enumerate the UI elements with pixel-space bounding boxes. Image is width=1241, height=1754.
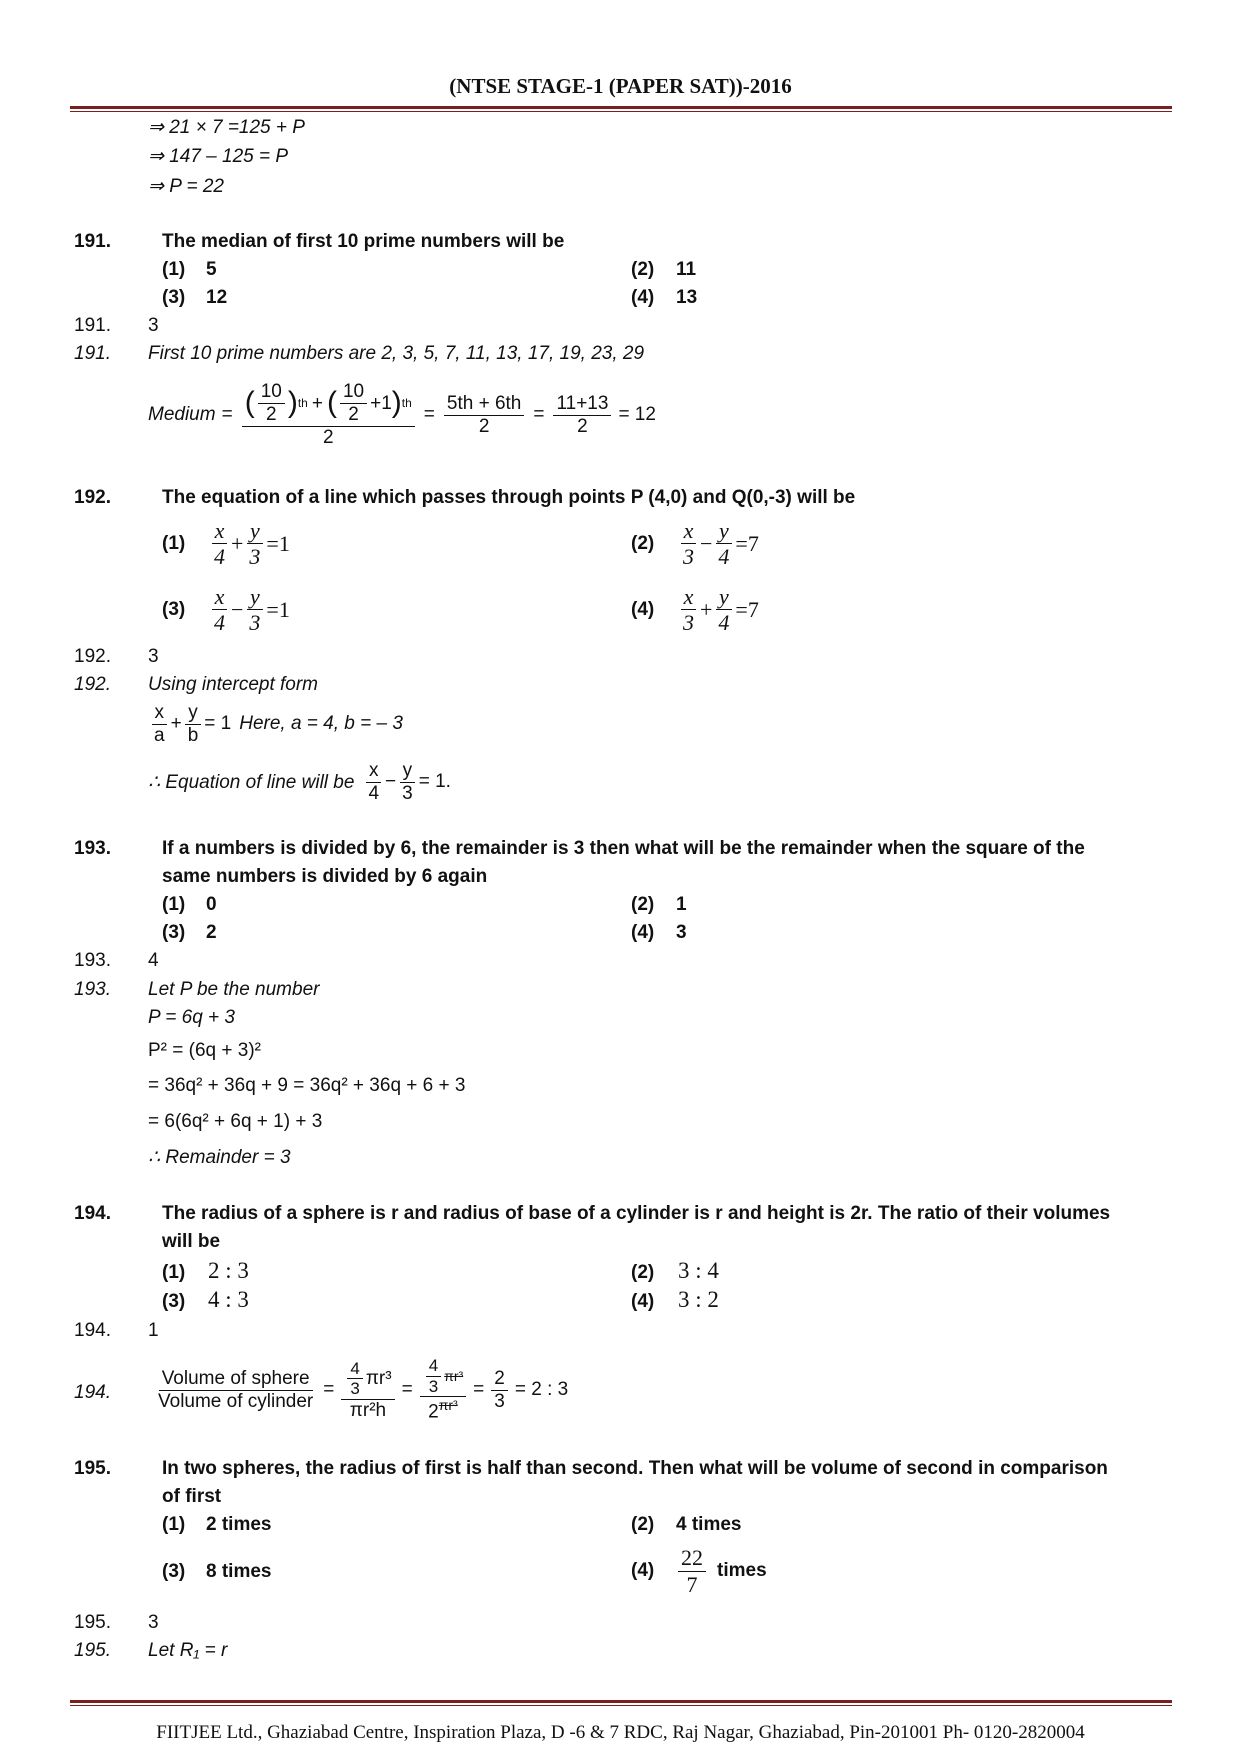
frac-four: 4 (426, 1356, 441, 1377)
solution-text: Here, a = 4, b = – 3 (239, 713, 403, 735)
answer-number: 192. (74, 646, 111, 667)
solution-math: = 6(6q² + 6q + 1) + 3 (148, 1111, 323, 1132)
answer-value: 3 (148, 315, 159, 336)
option-value: 5 (206, 259, 217, 280)
answer-number: 194. (74, 1320, 111, 1341)
opt-frac-num: x (681, 584, 697, 610)
option-label: (4) (631, 1560, 655, 1581)
footer-rule (70, 1700, 1172, 1703)
option-rhs: =1 (266, 530, 290, 556)
main-den: 2 (322, 426, 334, 448)
footer-address: FIITJEE Ltd., Ghaziabad Centre, Inspiration Plaza, D -6 & 7 RDC, Raj Nagar, Ghaziabad, Pin-201001 Ph- 0120-2820004 (156, 1722, 1085, 1743)
opt-frac-num: x (212, 584, 228, 610)
frac2-num: 5th + 6th (444, 393, 524, 416)
median-formula: Medium = ( $\frac{10}{2}$ ) th + ( $\frac{10}{2}$ +1 ) th 2 = $\frac{5th + 6th}{2}$ = $\frac{11+13}{2}$ = 12 (148, 381, 656, 448)
opt-frac-den: 4 (718, 544, 730, 570)
solution-number: 194. (74, 1382, 111, 1403)
operator: + (231, 530, 244, 556)
footer-rule-thin (70, 1705, 1172, 1706)
option-label: (4) (631, 922, 655, 943)
solution-math: P² = (6q + 3)² (148, 1040, 261, 1061)
option-value: 3 : 2 (678, 1287, 719, 1312)
frac-three: 3 (428, 1376, 439, 1396)
operator: + (700, 596, 713, 622)
solution-text: Let P be the number (148, 979, 320, 1000)
answer-number: 195. (74, 1612, 111, 1633)
opt-frac-num: x (212, 518, 228, 544)
option-label: (2) (631, 1514, 655, 1535)
pi-r2-h: πr²h (349, 1399, 387, 1421)
median-result: = 12 (618, 404, 656, 425)
option-label: (2) (631, 894, 655, 915)
answer-value: 3 (148, 646, 159, 667)
volume-cylinder-label: Volume of cylinder (158, 1390, 314, 1412)
option-value: 2 (206, 922, 217, 943)
option-value: 1 (676, 894, 687, 915)
option-rhs: =7 (735, 530, 759, 556)
answer-number: 193. (74, 950, 111, 971)
solution-math: = 36q² + 36q + 9 = 36q² + 36q + 6 + 3 (148, 1075, 466, 1096)
option-value: 4 : 3 (208, 1287, 249, 1312)
cancelled-term: πr³ (444, 1368, 464, 1385)
option-label: (1) (162, 1262, 186, 1283)
frac-three: 3 (350, 1379, 360, 1399)
opt-frac-den: 4 (718, 610, 730, 636)
volume-ratio-formula: $\frac{\text{Volume of sphere}}{\text{Volume of cylinder}}$ = $\frac{4}{3}$ πr³ πr²h = $\frac{4}{3}$ πr³ $2^{\pi r^3}$ = $\frac{2}{3}$ = 2 : 3 (152, 1345, 568, 1435)
intercept-form-equation: $\frac{x}{a}$ + $\frac{y}{b}$ = 1 Here, a = 4, b = – 3 (148, 702, 403, 747)
solution-text: First 10 prime numbers are 2, 3, 5, 7, 11, 13, 17, 19, 23, 29 (148, 343, 645, 364)
term2-den: 2 (348, 404, 359, 426)
frac2-den: 2 (478, 415, 490, 437)
pi-r-cubed: πr³ (365, 1367, 392, 1389)
operator: − (231, 596, 244, 622)
option-label: (1) (162, 532, 186, 554)
frac-two: 2 (491, 1368, 508, 1391)
prev-solution-line: ⇒ P = 22 (148, 176, 224, 197)
final-equation: ∴ Equation of line will be $\frac{x}{4}$ − $\frac{y}{3}$ = 1. (148, 760, 451, 804)
operator: − (700, 530, 713, 556)
option-row (162, 584, 290, 636)
header-rule (70, 106, 1172, 109)
two-coefficient: 2 (428, 1401, 439, 1423)
median-fraction-3 (553, 393, 611, 438)
option-label: (3) (162, 287, 186, 308)
opt-frac-num: 22 (678, 1545, 706, 1571)
option-rhs: =1 (266, 596, 290, 622)
question-number: 192. (74, 487, 111, 508)
term1-num: 10 (258, 381, 285, 404)
question-number: 191. (74, 231, 111, 252)
opt-frac-den: 4 (214, 610, 225, 636)
answer-value: 4 (148, 950, 159, 971)
answer-number: 191. (74, 315, 111, 336)
opt-frac-den: 3 (249, 544, 261, 570)
solution-text: ∴ Equation of line will be (148, 771, 355, 793)
option-label: (2) (631, 532, 655, 554)
opt-frac-den: 3 (683, 544, 694, 570)
ratio-result: = 2 : 3 (514, 1379, 569, 1400)
opt-frac-num: y (716, 584, 732, 610)
question-text: will be (162, 1231, 221, 1252)
opt-frac-den: 3 (249, 610, 261, 636)
median-fraction-2 (444, 393, 524, 438)
question-text: same numbers is divided by 6 again (162, 866, 488, 887)
option-label: (3) (162, 1561, 186, 1582)
option-label: (3) (162, 922, 186, 943)
option-label: (4) (631, 1291, 655, 1312)
question-text: The equation of a line which passes through points P (4,0) and Q(0,-3) will be (162, 487, 856, 508)
option-label: (3) (162, 1291, 186, 1312)
opt-frac-num: y (716, 518, 732, 544)
option-value: 11 (676, 259, 697, 280)
option-value: 2 times (206, 1514, 272, 1535)
answer-value: 1 (148, 1320, 159, 1341)
volume-sphere-label: Volume of sphere (159, 1368, 313, 1391)
frac-three: 3 (494, 1390, 505, 1412)
solution-number: 193. (74, 979, 111, 1000)
opt-frac-num: y (247, 518, 263, 544)
opt-frac-num: x (681, 518, 697, 544)
question-text: The median of first 10 prime numbers will be (162, 231, 565, 252)
opt-frac-num: y (247, 584, 263, 610)
solution-text: Let R₁ = r (148, 1640, 228, 1661)
option-row (631, 1538, 767, 1604)
option-label: (1) (162, 259, 186, 280)
option-label: (2) (631, 259, 655, 280)
frac-four: 4 (347, 1359, 362, 1380)
question-text: The radius of a sphere is r and radius of base of a cylinder is r and height is 2r. The ratio of their volumes (162, 1203, 1111, 1224)
term1-den: 2 (265, 404, 277, 426)
option-label: (4) (631, 598, 655, 620)
solution-text: P = 6q + 3 (148, 1007, 235, 1028)
opt-frac-den: 4 (214, 544, 225, 570)
option-row (631, 518, 759, 570)
frac3-num: 11+13 (553, 393, 611, 416)
plus-one: +1 (370, 392, 392, 414)
prev-solution-line: ⇒ 21 × 7 =125 + P (148, 117, 305, 138)
option-value: 13 (676, 287, 698, 308)
option-value: 4 times (676, 1514, 742, 1535)
option-value: 2 : 3 (208, 1258, 249, 1283)
option-value: 8 times (206, 1561, 272, 1582)
question-text: of first (162, 1486, 222, 1507)
median-fraction-main: ( $\frac{10}{2}$ ) th + ( $\frac{10}{2}$ +1 ) th 2 (242, 381, 415, 449)
term2-num: 10 (340, 381, 367, 404)
option-label: (3) (162, 598, 186, 620)
question-number: 194. (74, 1203, 111, 1224)
option-label: (1) (162, 1514, 186, 1535)
solution-text: ∴ Remainder = 3 (148, 1147, 291, 1168)
frac3-den: 2 (577, 415, 588, 437)
question-text: In two spheres, the radius of first is half than second. Then what will be volume of second in comparison (162, 1458, 1108, 1479)
superscript-th: th (297, 395, 308, 410)
superscript-th: th (401, 395, 412, 410)
equation-rhs: = 1 (204, 713, 232, 735)
median-label: Medium (148, 404, 216, 425)
cancelled-term: πr³ (438, 1397, 458, 1414)
option-row (631, 584, 759, 636)
question-number: 195. (74, 1458, 111, 1479)
option-rhs: =7 (735, 596, 759, 622)
option-value: 3 : 4 (678, 1258, 719, 1283)
solution-number: 192. (74, 674, 111, 695)
page-header-title: (NTSE STAGE-1 (PAPER SAT))-2016 (449, 74, 792, 98)
opt-frac-den: 3 (683, 610, 694, 636)
option-label: (1) (162, 894, 186, 915)
solution-number: 191. (74, 343, 111, 364)
solution-number: 195. (74, 1640, 111, 1661)
option-value: 0 (206, 894, 217, 915)
question-text: If a numbers is divided by 6, the remainder is 3 then what will be the remainder when the square of the (162, 838, 1085, 859)
option-label: (4) (631, 287, 655, 308)
prev-solution-line: ⇒ 147 – 125 = P (148, 146, 289, 167)
option-value: 3 (676, 922, 687, 943)
question-number: 193. (74, 838, 111, 859)
header-rule-thin (70, 111, 1172, 112)
solution-text: Using intercept form (148, 674, 319, 695)
option-row (162, 518, 290, 570)
option-value: 12 (206, 287, 228, 308)
option-label: (2) (631, 1262, 655, 1283)
opt-frac-den: 7 (686, 1571, 698, 1597)
equation-rhs: = 1. (418, 771, 451, 793)
option-value: times (717, 1560, 767, 1581)
answer-value: 3 (148, 1612, 159, 1633)
